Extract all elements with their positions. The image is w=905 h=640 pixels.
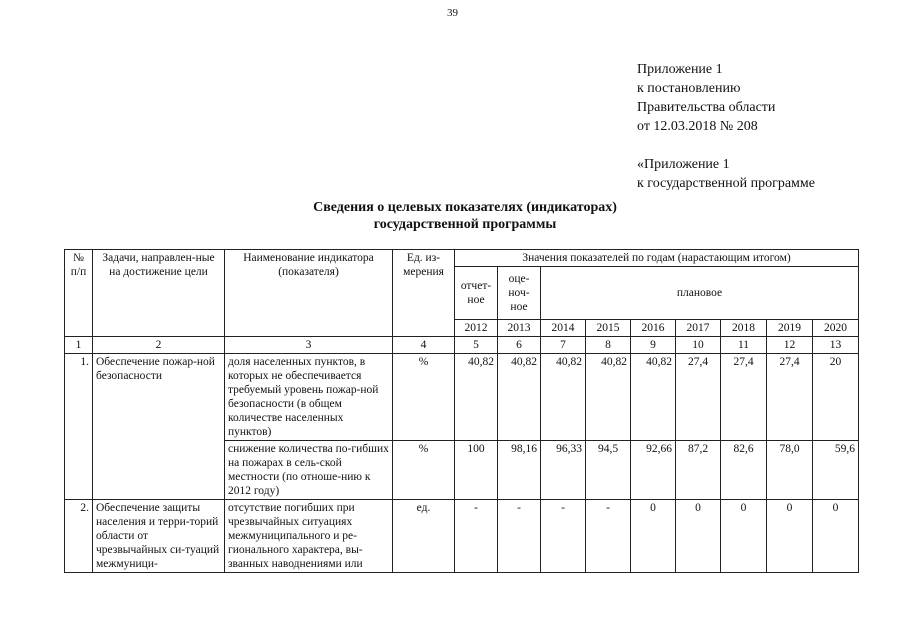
- value-cell: 100: [455, 441, 498, 500]
- value-cell: 40,82: [541, 354, 586, 441]
- col-number: 9: [631, 337, 676, 354]
- title-line: государственной программы: [373, 217, 557, 232]
- document-title: [255, 199, 675, 233]
- col-number: 4: [393, 337, 455, 354]
- col-number: 6: [498, 337, 541, 354]
- value-cell: 78,0: [767, 441, 813, 500]
- col-number: 3: [225, 337, 393, 354]
- row-unit: ед.: [393, 500, 455, 573]
- header-task: Задачи, направлен-ные на достижение цели: [93, 250, 225, 337]
- appendix-line: Приложение 1: [637, 62, 723, 77]
- value-cell: -: [455, 500, 498, 573]
- value-cell: 40,82: [631, 354, 676, 441]
- header-num: № п/п: [65, 250, 93, 337]
- col-number: 13: [813, 337, 859, 354]
- value-cell: 87,2: [676, 441, 721, 500]
- header-unit: Ед. из-мерения: [393, 250, 455, 337]
- table-row: [65, 500, 859, 573]
- value-cell: 0: [676, 500, 721, 573]
- col-number: 5: [455, 337, 498, 354]
- value-cell: 0: [631, 500, 676, 573]
- value-cell: 40,82: [498, 354, 541, 441]
- year-cell: 2018: [721, 320, 767, 337]
- appendix-line: к постановлению: [637, 81, 741, 96]
- col-number: 2: [93, 337, 225, 354]
- header-estimated: оце-ноч-ное: [498, 267, 541, 320]
- value-cell: 20: [813, 354, 859, 441]
- col-number: 1: [65, 337, 93, 354]
- value-cell: 82,6: [721, 441, 767, 500]
- year-cell: 2019: [767, 320, 813, 337]
- row-unit: %: [393, 354, 455, 441]
- appendix-line: к государственной программе: [637, 176, 815, 191]
- col-number: 8: [586, 337, 631, 354]
- value-cell: 40,82: [455, 354, 498, 441]
- col-number: 12: [767, 337, 813, 354]
- value-cell: 27,4: [721, 354, 767, 441]
- header-values-group: Значения показателей по годам (нарастающим итогом): [455, 250, 859, 267]
- row-indicator: доля населенных пунктов, в которых не обеспечивается требуемый уровень пожар-ной безопасности (в общем количестве населенных пунктов): [225, 354, 393, 441]
- header-planned: плановое: [541, 267, 859, 320]
- value-cell: 98,16: [498, 441, 541, 500]
- appendix-block: [637, 60, 815, 193]
- col-number: 11: [721, 337, 767, 354]
- value-cell: 27,4: [767, 354, 813, 441]
- year-cell: 2017: [676, 320, 721, 337]
- value-cell: -: [586, 500, 631, 573]
- year-cell: 2014: [541, 320, 586, 337]
- value-cell: -: [541, 500, 586, 573]
- year-cell: 2020: [813, 320, 859, 337]
- value-cell: 40,82: [586, 354, 631, 441]
- header-reported: отчет-ное: [455, 267, 498, 320]
- title-line: Сведения о целевых показателях (индикаторах): [313, 200, 617, 215]
- value-cell: 0: [767, 500, 813, 573]
- value-cell: 27,4: [676, 354, 721, 441]
- value-cell: 92,66: [631, 441, 676, 500]
- value-cell: 94,5: [586, 441, 631, 500]
- appendix-line: Правительства области: [637, 100, 776, 115]
- table-row: [65, 354, 859, 441]
- value-cell: 0: [813, 500, 859, 573]
- indicators-table: [64, 249, 859, 573]
- header-indicator: Наименование индикатора (показателя): [225, 250, 393, 337]
- col-number: 10: [676, 337, 721, 354]
- value-cell: 96,33: [541, 441, 586, 500]
- row-task: Обеспечение пожар-ной безопасности: [93, 354, 225, 500]
- value-cell: -: [498, 500, 541, 573]
- row-num: 2.: [65, 500, 93, 573]
- row-unit: %: [393, 441, 455, 500]
- row-num: 1.: [65, 354, 93, 500]
- year-cell: 2016: [631, 320, 676, 337]
- year-cell: 2013: [498, 320, 541, 337]
- value-cell: 0: [721, 500, 767, 573]
- row-task: Обеспечение защиты населения и терри-торий области от чрезвычайных си-туаций межмуници-: [93, 500, 225, 573]
- year-cell: 2012: [455, 320, 498, 337]
- appendix-line: «Приложение 1: [637, 157, 730, 172]
- col-number: 7: [541, 337, 586, 354]
- value-cell: 59,6: [813, 441, 859, 500]
- year-cell: 2015: [586, 320, 631, 337]
- page-number: 39: [447, 7, 458, 19]
- row-indicator: отсутствие погибших при чрезвычайных ситуациях межмуниципального и ре-гионального характера, вы-званных наводнениями или: [225, 500, 393, 573]
- appendix-line: от 12.03.2018 № 208: [637, 119, 758, 134]
- row-indicator: снижение количества по-гибших на пожарах в сель-ской местности (по отноше-нию к 2012 году): [225, 441, 393, 500]
